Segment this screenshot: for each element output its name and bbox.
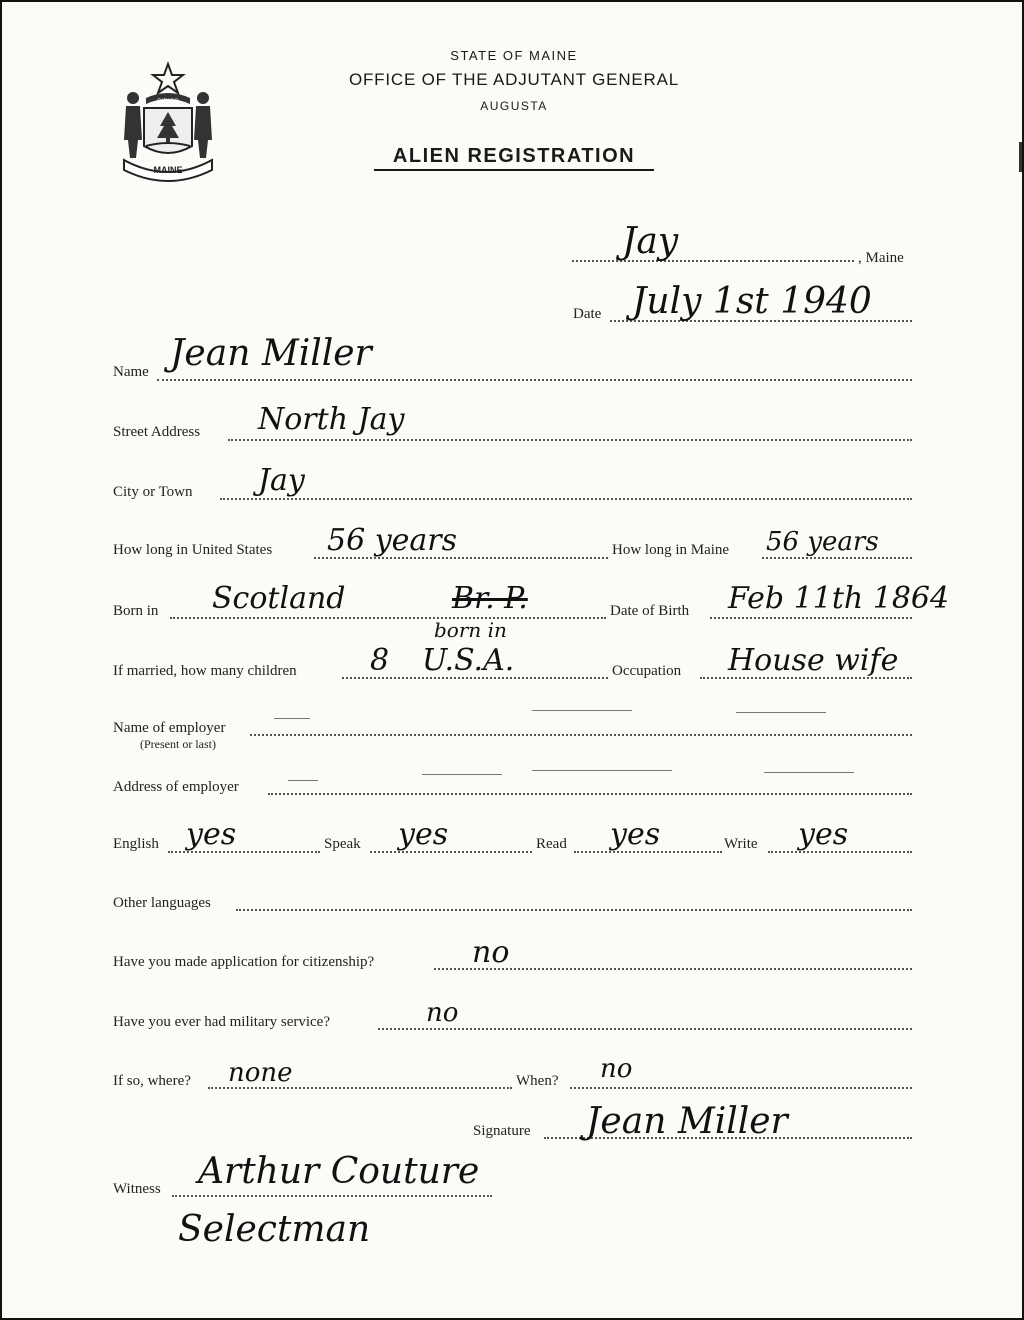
- maine-duration-label: How long in Maine: [612, 542, 730, 558]
- speak-line: [370, 851, 532, 853]
- speak-value: yes: [398, 817, 449, 852]
- born-label: Born in: [113, 603, 159, 619]
- where-value: none: [228, 1058, 293, 1088]
- born-line: [170, 617, 606, 619]
- street-line: [228, 439, 912, 441]
- occupation-value: House wife: [728, 643, 899, 678]
- read-value: yes: [610, 817, 661, 852]
- street-label: Street Address: [113, 424, 201, 440]
- read-label: Read: [536, 836, 567, 852]
- title-underline: [374, 169, 654, 171]
- maine-duration-line: [762, 557, 912, 559]
- city-label: City or Town: [113, 484, 193, 500]
- town-suffix-label: , Maine: [858, 250, 904, 266]
- born-struck-value: Br. P.: [452, 581, 528, 616]
- other-languages-line: [236, 909, 912, 911]
- military-label: Have you ever had military service?: [113, 1014, 330, 1030]
- employer-label: Name of employer: [113, 720, 226, 736]
- occupation-label: Occupation: [612, 663, 682, 679]
- employer-address-dash: [422, 774, 502, 775]
- employer-dash: [274, 718, 310, 719]
- employer-address-label: Address of employer: [113, 779, 239, 795]
- date-value: July 1st 1940: [632, 281, 872, 322]
- witness-value: Arthur Couture: [198, 1151, 480, 1192]
- employer-address-dash: [288, 780, 318, 781]
- city-line: [220, 498, 912, 500]
- witness-label: Witness: [113, 1181, 161, 1197]
- city-value: Jay: [258, 463, 305, 498]
- english-value: yes: [186, 817, 237, 852]
- english-label: English: [113, 836, 159, 852]
- dob-value: Feb 11th 1864: [728, 581, 950, 616]
- where-label: If so, where?: [113, 1073, 191, 1089]
- date-label: Date: [573, 306, 602, 322]
- us-duration-value: 56 years: [327, 523, 458, 558]
- born-value: Scotland: [212, 581, 346, 616]
- name-line: [157, 379, 912, 381]
- employer-dash: [532, 710, 632, 711]
- page-edge-mark: [1019, 142, 1022, 172]
- other-languages-label: Other languages: [113, 895, 211, 911]
- witness-line: [172, 1195, 492, 1197]
- name-label: Name: [113, 364, 149, 380]
- form-title: ALIEN REGISTRATION: [392, 145, 636, 167]
- dob-line: [710, 617, 912, 619]
- employer-sublabel: (Present or last): [140, 737, 216, 751]
- when-line: [570, 1087, 912, 1089]
- signature-value: Jean Miller: [586, 1101, 788, 1142]
- employer-address-line: [268, 793, 912, 795]
- when-value: no: [600, 1054, 633, 1084]
- maine-duration-value: 56 years: [766, 527, 879, 557]
- citizenship-label: Have you made application for citizenship?: [113, 954, 375, 970]
- children-note: U.S.A.: [422, 643, 515, 678]
- signature-label: Signature: [473, 1123, 531, 1139]
- town-value: Jay: [622, 221, 679, 262]
- town-line: [572, 260, 854, 262]
- children-label: If married, how many children: [113, 663, 297, 679]
- seal-banner-text: MAINE: [153, 165, 183, 175]
- citizenship-value: no: [472, 935, 510, 970]
- write-value: yes: [798, 817, 849, 852]
- speak-label: Speak: [324, 836, 361, 852]
- employer-line: [250, 734, 912, 736]
- military-value: no: [426, 998, 459, 1028]
- dob-label: Date of Birth: [610, 603, 690, 619]
- when-label: When?: [516, 1073, 559, 1089]
- seal-motto: DIRIGO: [157, 99, 179, 105]
- name-value: Jean Miller: [170, 333, 372, 374]
- state-heading: STATE OF MAINE: [450, 48, 578, 63]
- children-note-top: born in: [434, 618, 507, 642]
- employer-address-dash: [532, 770, 672, 771]
- employer-dash: [736, 712, 826, 713]
- street-value: North Jay: [258, 402, 405, 437]
- witness-title: Selectman: [178, 1209, 371, 1250]
- employer-address-dash: [764, 772, 854, 773]
- write-label: Write: [724, 836, 758, 852]
- office-heading: OFFICE OF THE ADJUTANT GENERAL: [348, 70, 680, 89]
- city-heading: AUGUSTA: [480, 99, 548, 113]
- military-line: [378, 1028, 912, 1030]
- us-duration-label: How long in United States: [113, 542, 273, 558]
- children-value: 8: [370, 643, 390, 678]
